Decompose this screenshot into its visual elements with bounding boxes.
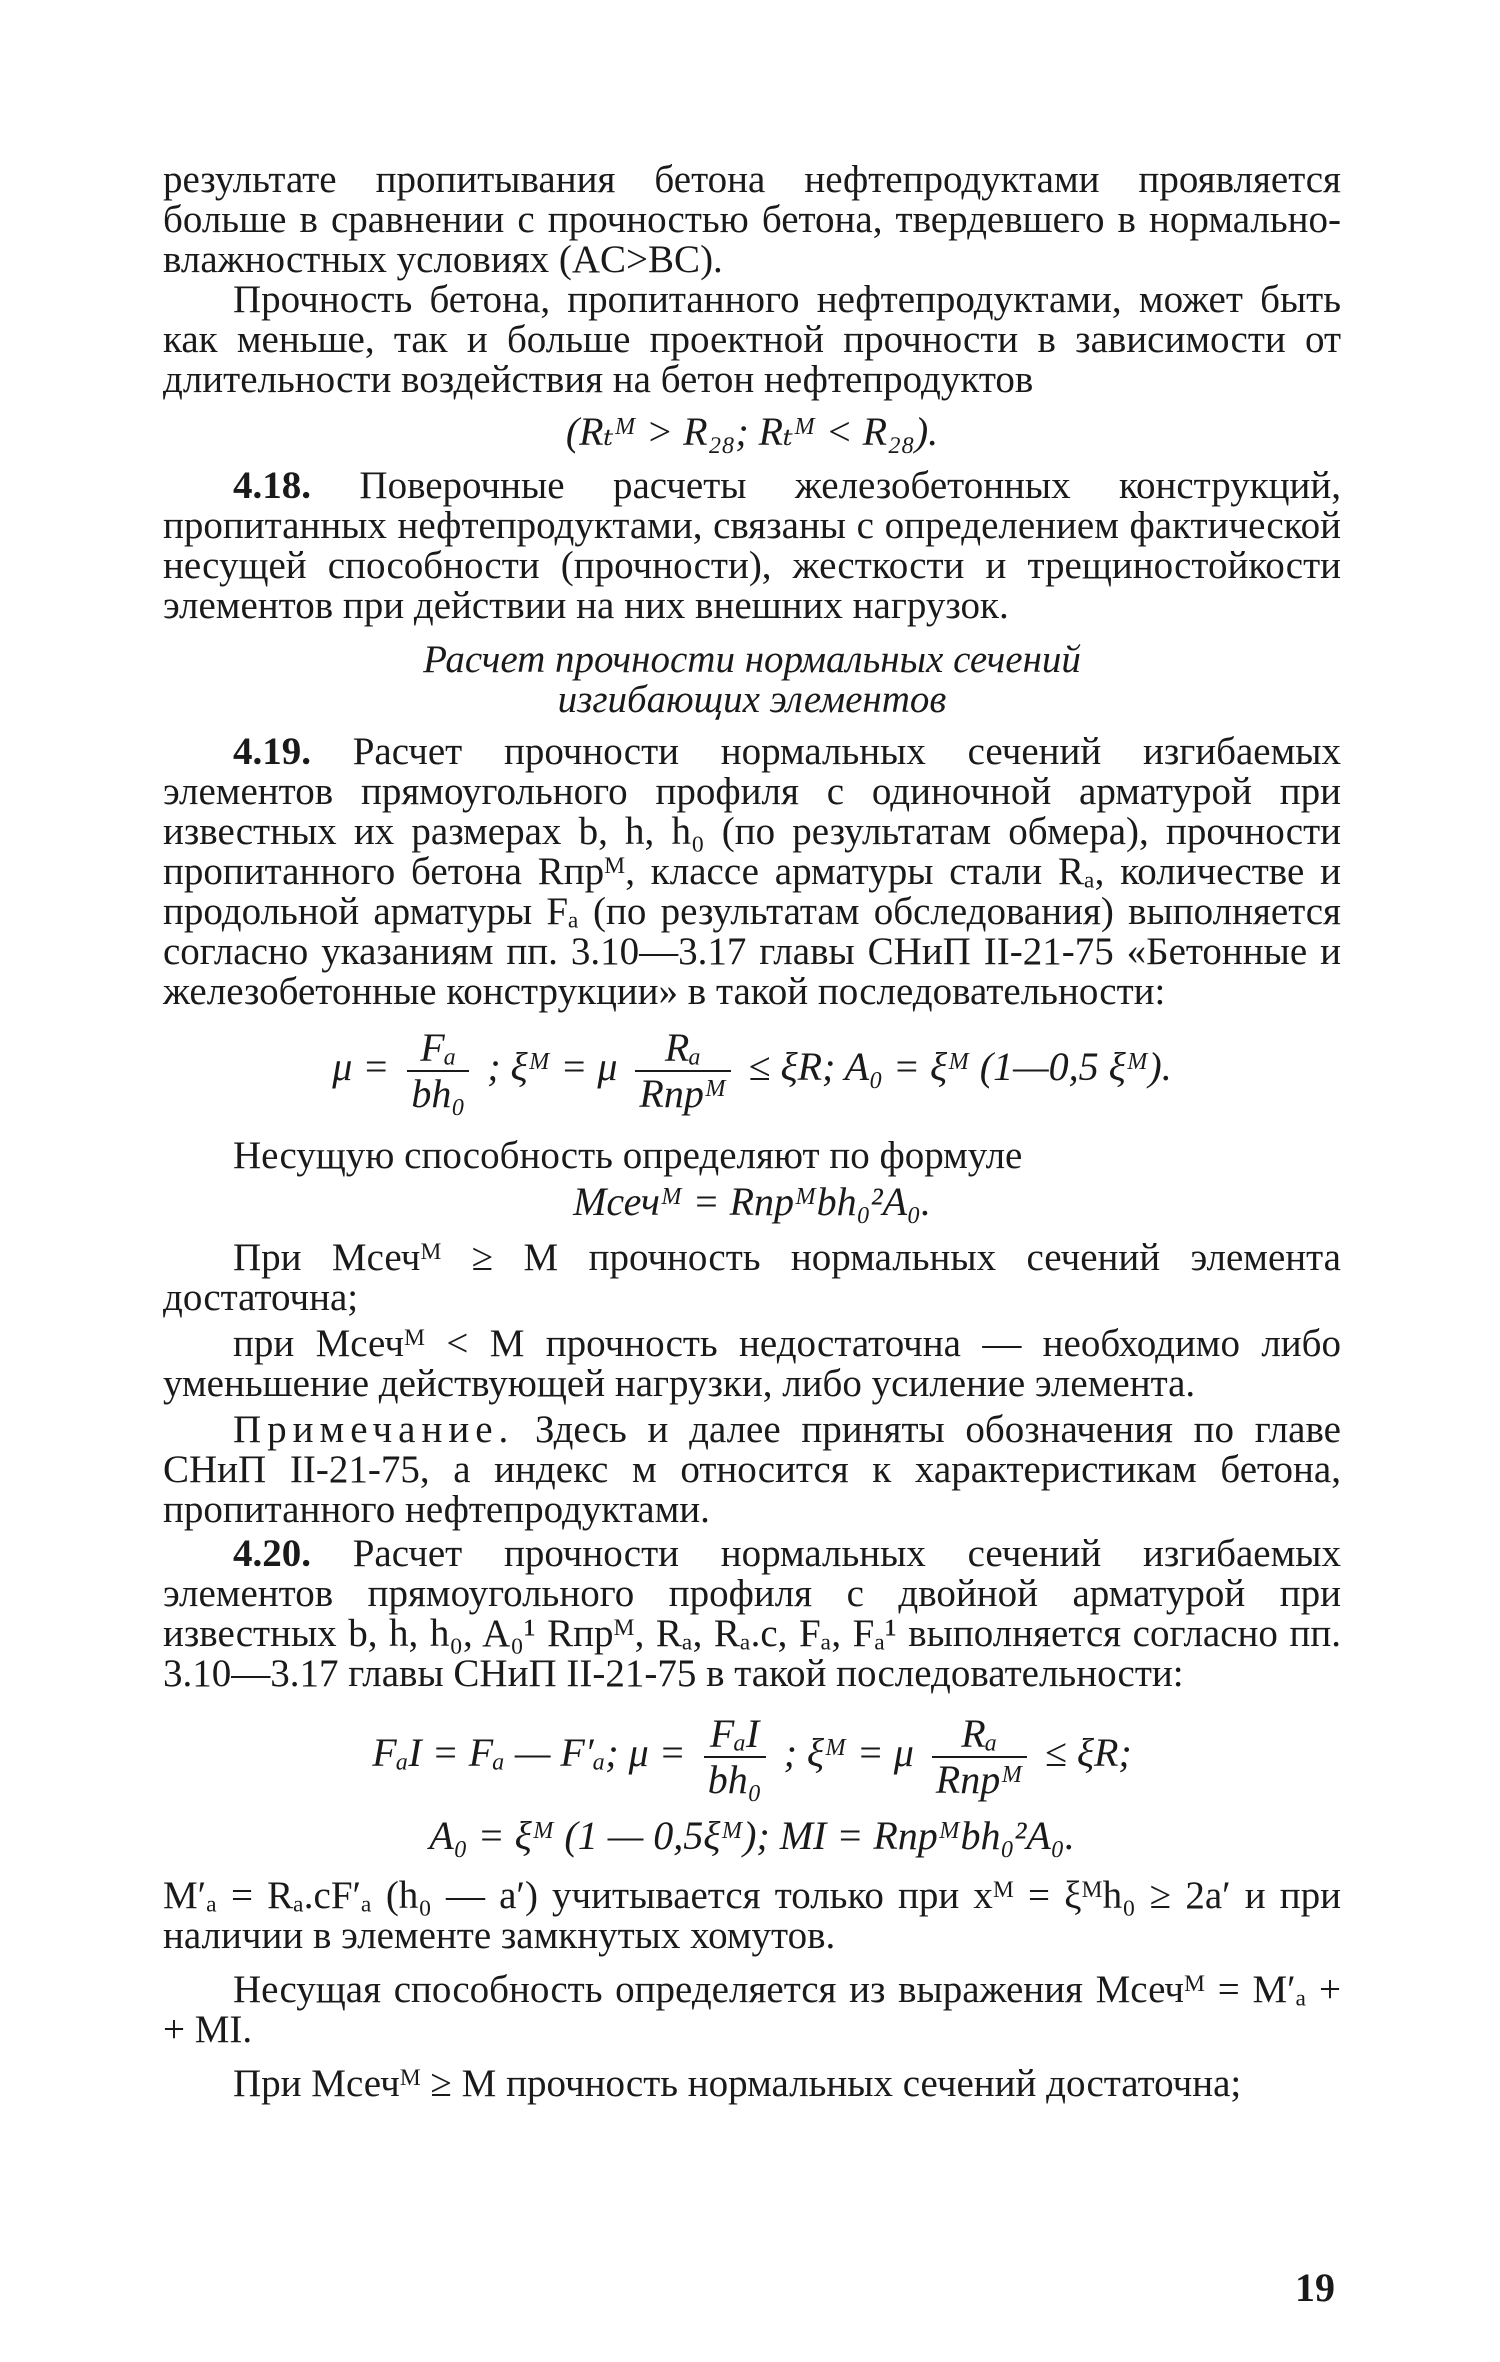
fraction-mu-numerator: Fₐ	[407, 1026, 469, 1072]
paragraph-condition-insufficient: при Mсечᴹ < M прочность недостаточна — необходимо либо уменьшение действующей нагрузки, либо усиление элемента.	[163, 1322, 1341, 1405]
formula-fa1-label: FₐI = Fₐ — F′ₐ; μ =	[372, 1730, 686, 1776]
section-text-4-18: Поверочные расчеты железобетонных конструкций, пропитанных нефтепродуктами, связаны с определением фактической несущей способности (прочности), жесткости и трещиностойкости элементов при действии на них внешних нагрузок.	[163, 464, 1341, 627]
note-text: Здесь и далее приняты обозначения по главе СНиП II-21-75, а индекс м относится к характеристикам бетона, пропитанного нефтепродуктами.	[163, 1408, 1341, 1531]
formula-mu-label: μ =	[332, 1044, 390, 1090]
fraction-mu-double-denominator: bh₀	[707, 1757, 762, 1802]
section-text-4-20: Расчет прочности нормальных сечений изгибаемых элементов прямоугольного профиля с двойной арматурой при известных b, h, h₀, A₀¹ Rпрᴹ, Rₐ, Rₐ.c, Fₐ, Fₐ¹ выполняется согласно пп. 3.10—3.17 главы СНиП II-21-75 в такой последовательности:	[163, 1532, 1341, 1695]
paragraph-condition-final: При Mсечᴹ ≥ M прочность нормальных сечений достаточна;	[233, 2062, 1242, 2105]
paragraph-continuation: результате пропитывания бетона нефтепродуктами проявляется больше в сравнении с прочностью бетона, твердевшего в нормально-влажностных условиях (AC>BC).	[163, 158, 1341, 281]
fraction-xi-denominator: Rпрᴹ	[639, 1071, 727, 1116]
section-number-4-18: 4.18.	[233, 464, 311, 507]
paragraph-note	[163, 1410, 1341, 1530]
paragraph-carrying-capacity: Несущую способность определяют по формуле	[233, 1134, 1023, 1177]
paragraph-ma: M′ₐ = Rₐ.cF′ₐ (h₀ — a′) учитывается только при xᴹ = ξᴹh₀ ≥ 2a′ и при наличии в элементе замкнутых хомутов.	[163, 1874, 1341, 1957]
fraction-xi-double	[932, 1712, 1027, 1802]
page-number: 19	[1295, 2265, 1335, 2310]
section-4-18	[163, 466, 1341, 626]
heading-line-2: изгибающих элементов	[557, 678, 947, 721]
section-heading	[163, 640, 1341, 720]
section-text-4-19: Расчет прочности нормальных сечений изгибаемых элементов прямоугольного профиля с одиночной арматурой при известных их размерах b, h, h₀ (по результатам обмера), прочности пропитанного бетона Rпрᴹ, классе арматуры стали Rₐ, количестве и продольной арматуры Fₐ (по результатам обследования) выполняется согласно указаниям пп. 3.10—3.17 главы СНиП II-21-75 «Бетонные и железобетонные конструкции» в такой последовательности:	[163, 730, 1341, 1013]
paragraph-strength: Прочность бетона, пропитанного нефтепродуктами, может быть как меньше, так и больше проектной прочности в зависимости от длительности воздействия на бетон нефтепродуктов	[163, 278, 1341, 401]
note-label: Примечание.	[233, 1408, 515, 1451]
text-column	[163, 160, 1341, 2104]
formula-xi-double-rest: ≤ ξR;	[1044, 1730, 1132, 1776]
formula-strength-comparison: (Rₜᴹ > R₂₈; Rₜᴹ < R₂₈).	[565, 409, 939, 454]
fraction-mu-denominator: bh₀	[411, 1071, 466, 1116]
paragraph-condition-sufficient: При Mсечᴹ ≥ M прочность нормальных сечений элемента достаточна;	[163, 1236, 1341, 1319]
fraction-xi-numerator: Rₐ	[635, 1026, 730, 1072]
formula-xi-label: ; ξᴹ = μ	[487, 1044, 618, 1090]
formula-fa1-mu-xi	[163, 1712, 1341, 1802]
fraction-xi-double-denominator: Rпрᴹ	[935, 1757, 1023, 1802]
fraction-xi-double-numerator: Rₐ	[932, 1712, 1027, 1758]
section-4-20	[163, 1534, 1341, 1694]
formula-mu-xi	[163, 1026, 1341, 1116]
section-4-19	[163, 732, 1341, 1012]
formula-xi-double-label: ; ξᴹ = μ	[783, 1730, 914, 1776]
fraction-xi	[635, 1026, 730, 1116]
formula-a0-m1: A₀ = ξᴹ (1 — 0,5ξᴹ); MI = Rпрᴹbh₀²A₀.	[429, 1813, 1075, 1858]
section-number-4-20: 4.20.	[233, 1532, 311, 1575]
heading-line-1: Расчет прочности нормальных сечений	[423, 638, 1081, 681]
paragraph-carrying-capacity-2: Несущая способность определяется из выражения Mсечᴹ = M′ₐ + + MI.	[163, 1968, 1341, 2051]
section-number-4-19: 4.19.	[233, 730, 311, 773]
fraction-mu-double-numerator: FₐI	[704, 1712, 766, 1758]
formula-moment: Mсечᴹ = Rпрᴹbh₀²A₀.	[573, 1179, 931, 1224]
fraction-mu	[407, 1026, 469, 1116]
formula-xi-rest: ≤ ξR; A₀ = ξᴹ (1—0,5 ξᴹ).	[748, 1044, 1172, 1090]
fraction-mu-double	[704, 1712, 766, 1802]
